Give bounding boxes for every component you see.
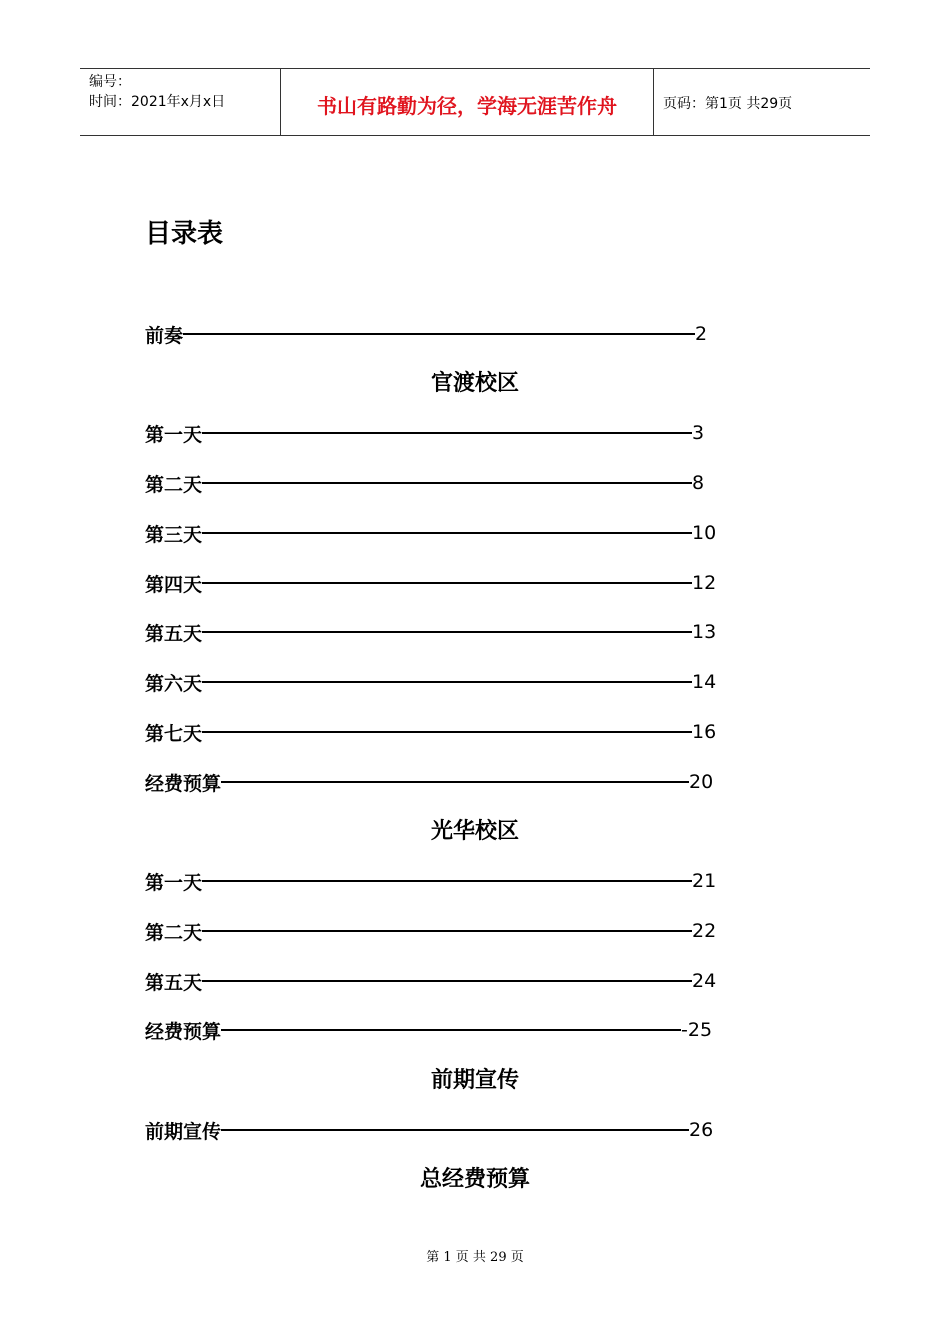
toc-entry[interactable]: [145, 918, 735, 944]
toc-entry-label: 第二天: [145, 473, 203, 496]
toc-entry[interactable]: [145, 470, 735, 496]
toc-entry-page: 14: [692, 671, 717, 693]
toc-entry-label: 第五天: [145, 622, 203, 645]
toc-entry-page: 26: [689, 1119, 714, 1141]
toc-entry-page: 21: [692, 870, 717, 892]
toc-leader-line: [183, 333, 695, 335]
toc-entry-page: 20: [689, 771, 714, 793]
toc-entry-page: 12: [692, 572, 717, 594]
toc-entry-label: 第三天: [145, 523, 203, 546]
toc-entry-label: 第四天: [145, 573, 203, 596]
toc-entry-label: 第一天: [145, 871, 203, 894]
toc-entry-prelude[interactable]: [145, 321, 735, 347]
toc-leader-line: [221, 1029, 681, 1031]
toc-entry[interactable]: [145, 520, 735, 546]
toc-leader-line: [202, 880, 692, 882]
toc-entry-label: 前期宣传: [145, 1120, 222, 1143]
header-page-info: 页码：第1页 共29页: [663, 96, 793, 112]
toc-entry-label: 第二天: [145, 921, 203, 944]
toc-leader-line: [221, 1129, 689, 1131]
toc-entry-label: 经费预算: [145, 1020, 222, 1043]
toc-entry[interactable]: [145, 1017, 735, 1043]
toc-entry[interactable]: [145, 1117, 735, 1143]
page-header: [80, 68, 870, 136]
section-heading-total-budget: 总经费预算: [419, 1167, 530, 1192]
toc-leader-line: [221, 781, 689, 783]
toc-entry-label: 第七天: [145, 722, 203, 745]
toc-leader-line: [202, 631, 692, 633]
toc-leader-line: [202, 532, 692, 534]
toc-entry-page: 16: [692, 721, 717, 743]
toc-entry-page: 13: [692, 621, 717, 643]
section-heading-guandu: 官渡校区: [430, 371, 519, 396]
toc-entry-page: 22: [692, 920, 717, 942]
toc-leader-line: [202, 482, 692, 484]
toc-entry-page: 8: [692, 472, 705, 494]
header-meta: [80, 69, 281, 135]
toc-entry[interactable]: [145, 719, 735, 745]
toc-entry-page: -25: [681, 1019, 713, 1041]
toc-leader-line: [202, 582, 692, 584]
header-number-label: 编号：: [89, 74, 131, 90]
toc-entry[interactable]: [145, 868, 735, 894]
toc-entry-label: 经费预算: [145, 772, 222, 795]
toc-leader-line: [202, 432, 692, 434]
toc-leader-line: [202, 930, 692, 932]
toc-entry-label: 前奏: [145, 324, 184, 347]
toc-entry[interactable]: [145, 669, 735, 695]
page-footer: 第 1 页 共 29 页: [426, 1250, 524, 1265]
toc-leader-line: [202, 980, 692, 982]
toc-entry-label: 第六天: [145, 672, 203, 695]
toc-entry-label: 第五天: [145, 971, 203, 994]
toc-entry-page: 3: [692, 422, 705, 444]
section-heading-promotion: 前期宣传: [430, 1068, 519, 1093]
toc-leader-line: [202, 681, 692, 683]
toc-entry[interactable]: [145, 420, 735, 446]
toc-entry-page: 24: [692, 970, 717, 992]
toc-entry-page: 2: [695, 323, 708, 345]
toc-entry-page: 10: [692, 522, 717, 544]
toc-leader-line: [202, 731, 692, 733]
toc-entry-label: 第一天: [145, 423, 203, 446]
toc-title: 目录表: [145, 219, 224, 249]
toc-entry[interactable]: [145, 769, 735, 795]
toc-entry[interactable]: [145, 968, 735, 994]
section-heading-guanghua: 光华校区: [430, 819, 519, 844]
toc-entry[interactable]: [145, 570, 735, 596]
header-time-label: 时间：2021年x月x日: [89, 94, 226, 110]
header-motto: 书山有路勤为径，学海无涯苦作舟: [281, 69, 654, 135]
toc-entry[interactable]: [145, 619, 735, 645]
